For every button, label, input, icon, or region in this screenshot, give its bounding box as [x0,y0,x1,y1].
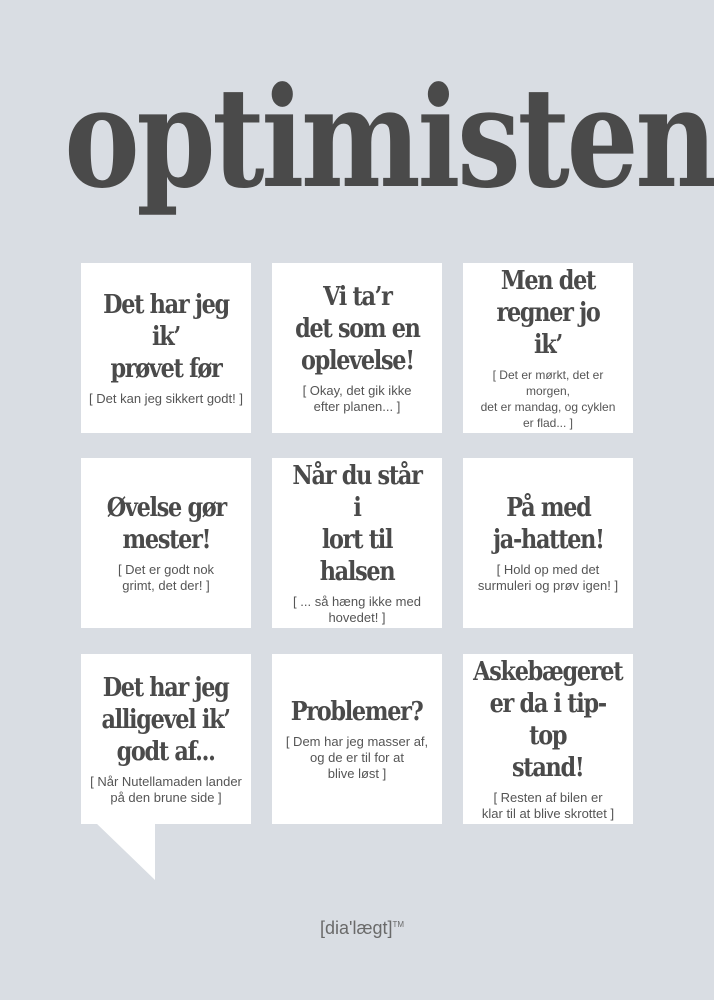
quote-note: [ Resten af bilen er klar til at blive skrottet ] [481,790,615,821]
quote-card-1 [81,263,251,433]
quote-note: [ Det er godt nok grimt, det der! ] [117,562,215,593]
quote-note: [ Når Nutellamaden lander på den brune side ] [90,774,242,805]
quote-note: [ ... så hæng ikke med hovedet! ] [293,594,421,625]
quote-text: Øvelse gør mester! [106,493,226,555]
brand-logo [320,918,404,939]
poster-title: optimisten [64,56,714,219]
quote-note: [ Det kan jeg sikkert godt! ] [89,391,243,406]
quote-card-2 [272,263,442,433]
quote-text: Når du står i lort til halsen [292,461,422,587]
quote-card-6 [463,458,633,628]
trademark-mark: TM [392,920,405,929]
quote-text: Askebægeret er da i tip-top stand! [473,657,623,783]
quote-text: Vi ta’r det som en oplevelse! [294,282,420,376]
quote-card-5 [272,458,442,628]
brand-logo-text: [dia'lægt] [320,918,393,938]
quote-text: Det har jeg alligevel ik’ godt af... [101,673,231,767]
quote-text: Det har jeg ik’ prøvet før [103,290,229,384]
quote-card-7 [81,654,251,824]
quote-card-9 [463,654,633,824]
speech-bubble-tail-icon [95,822,155,882]
quote-card-4 [81,458,251,628]
quote-note: [ Okay, det gik ikke efter planen... ] [302,383,412,414]
quote-text: Men det regner jo ik’ [496,266,600,360]
quote-card-8 [272,654,442,824]
quote-text: Problemer? [291,697,423,727]
quote-text: På med ja-hatten! [492,493,604,555]
quote-note: [ Dem har jeg masser af, og de er til for at blive løst ] [285,734,429,781]
quote-note: [ Det er mørkt, det er morgen, det er mandag, og cyklen er flad... ] [480,368,616,430]
quote-note: [ Hold op med det surmuleri og prøv igen! ] [477,562,619,593]
quote-card-3 [463,263,633,433]
